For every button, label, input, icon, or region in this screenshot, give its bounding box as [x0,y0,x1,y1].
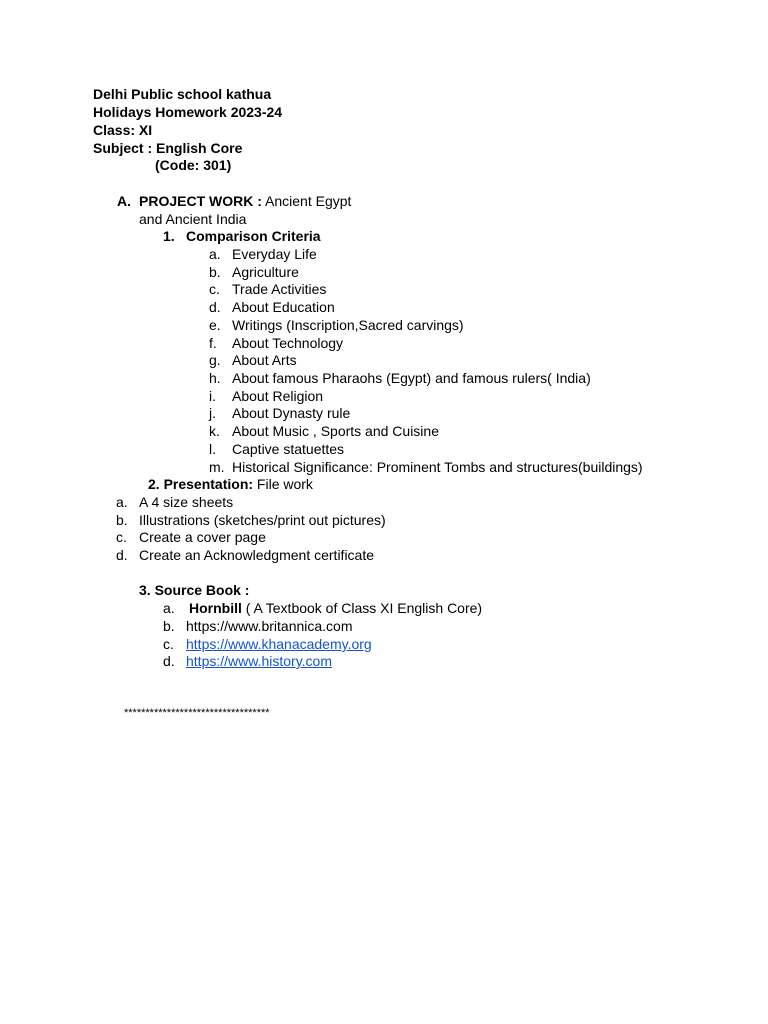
list-item-marker: h. [209,370,221,386]
list-item: About Music , Sports and Cuisine [232,423,439,439]
list-item-marker: d. [116,547,128,563]
list-item: About Arts [232,352,297,368]
list-item-marker: b. [209,264,221,280]
list-item-marker: a. [163,600,175,616]
list-item-marker: f. [209,335,217,351]
presentation-value: File work [256,476,313,492]
presentation-heading-line [148,476,313,493]
source-book-heading: 3. Source Book : [139,582,250,598]
section-a-marker: A. [117,193,131,209]
list-item-marker: k. [209,423,220,439]
list-item: Captive statuettes [232,441,345,457]
list-item-marker: a. [116,494,128,510]
list-item-marker: m. [209,459,225,475]
presentation-heading: 2. Presentation: [148,476,254,492]
khanacademy-link[interactable]: https://www.khanacademy.org [186,636,372,652]
list-item-marker: a. [209,246,221,262]
list-item-marker: i. [209,388,216,404]
list-item-marker: d. [209,299,221,315]
criteria-heading: Comparison Criteria [186,228,321,244]
britannica-url: https://www.britannica.com [186,618,353,634]
class-label: Class: XI [93,122,153,138]
list-item-marker: j. [209,405,216,421]
list-item: About Technology [232,335,344,351]
list-item: Illustrations (sketches/print out pictures) [139,512,386,528]
project-work-label: PROJECT WORK : [139,193,262,209]
list-item: Create a cover page [139,529,266,545]
list-item-marker: l. [209,441,216,457]
list-item-marker: g. [209,352,221,368]
project-topic-line1: Ancient Egypt [265,193,352,209]
list-item: About Education [232,299,335,315]
list-item: Trade Activities [232,281,327,297]
list-item: Create an Acknowledgment certificate [139,547,375,563]
list-item: About Religion [232,388,324,404]
document-title: Holidays Homework 2023-24 [93,104,283,120]
list-item: About famous Pharaohs (Egypt) and famous rulers( India) [232,370,591,386]
hornbill-title: Hornbill [189,600,242,616]
list-item-marker: d. [163,653,175,669]
list-item-marker: e. [209,317,221,333]
list-item: Everyday Life [232,246,317,262]
list-item: Writings (Inscription,Sacred carvings) [232,317,464,333]
history-link[interactable]: https://www.history.com [186,653,333,669]
subject-code: (Code: 301) [155,157,232,173]
project-topic-line2: and Ancient India [139,211,247,227]
footer-divider-stars: ********************************** [124,707,270,719]
section-a-heading [139,193,351,210]
school-name: Delhi Public school kathua [93,86,272,102]
list-item: About Dynasty rule [232,405,351,421]
criteria-marker: 1. [163,228,175,244]
list-item-marker: b. [116,512,128,528]
subject-label: Subject : English Core [93,140,243,156]
list-item: A 4 size sheets [139,494,234,510]
hornbill-description: ( A Textbook of Class XI English Core) [245,600,483,616]
list-item [189,600,482,617]
list-item-marker: c. [163,636,174,652]
list-item-marker: b. [163,618,175,634]
list-item: Agriculture [232,264,299,280]
list-item-marker: c. [209,281,220,297]
list-item-marker: c. [116,529,127,545]
list-item: Historical Significance: Prominent Tombs and structures(buildings) [232,459,643,475]
